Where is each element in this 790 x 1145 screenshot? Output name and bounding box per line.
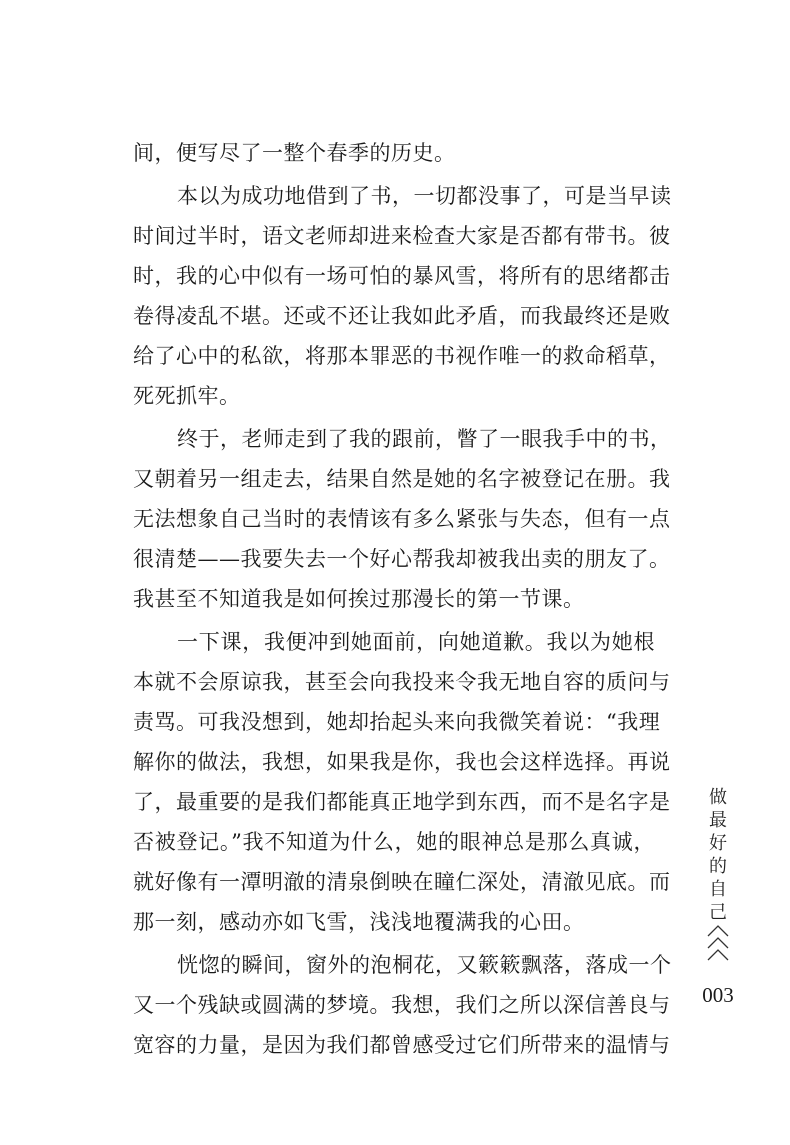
text-line: 死死抓牢。 <box>133 384 241 408</box>
text-line: 时，我的心中似有一场可怕的暴风雪，将所有的思绪都击 <box>133 264 671 288</box>
text-line: 就好像有一潭明澈的清泉倒映在瞳仁深处，清澈见底。而 <box>133 870 671 894</box>
running-title-char: 好 <box>709 833 727 854</box>
text-line: 解你的做法，我想，如果我是你，我也会这样选择。再说 <box>133 750 671 774</box>
text-line: 又一个残缺或圆满的梦境。我想，我们之所以深信善良与 <box>133 993 671 1017</box>
text-line: 卷得凌乱不堪。还或不还让我如此矛盾，而我最终还是败 <box>133 304 671 328</box>
text-line: 我甚至不知道我是如何挨过那漫长的第一节课。 <box>133 587 585 611</box>
text-line: 终于，老师走到了我的跟前，瞥了一眼我手中的书， <box>177 427 672 451</box>
page-number: 003 <box>702 983 734 1007</box>
paragraph <box>133 622 671 942</box>
text-line: 宽容的力量，是因为我们都曾感受过它们所带来的温情与 <box>133 1033 671 1057</box>
text-line: 那一刻，感动亦如飞雪，浅浅地覆满我的心田。 <box>133 910 585 934</box>
text-line: 否被登记。”我不知道为什么，她的眼神总是那么真诚， <box>133 830 655 854</box>
text-line: 恍惚的瞬间，窗外的泡桐花，又簌簌飘落，落成一个 <box>177 953 672 977</box>
text-line: 给了心中的私欲，将那本罪恶的书视作唯一的救命稻草， <box>133 344 671 368</box>
running-title <box>703 786 733 924</box>
text-line: 间，便写尽了一整个春季的历史。 <box>133 141 456 165</box>
text-line: 又朝着另一组走去，结果自然是她的名字被登记在册。我 <box>133 467 671 491</box>
running-title-char: 的 <box>709 856 727 877</box>
text-line: 本就不会原谅我，甚至会向我投来令我无地自容的质问与 <box>133 670 671 694</box>
paragraph <box>133 176 672 416</box>
paragraph <box>133 419 672 619</box>
text-line: 时间过半时，语文老师却进来检查大家是否都有带书。彼 <box>133 224 671 248</box>
triple-chevron-up-icon <box>705 922 731 966</box>
paragraph <box>133 945 672 1065</box>
text-line: 本以为成功地借到了书，一切都没事了，可是当早读 <box>177 184 672 208</box>
text-line: 一下课，我便冲到她面前，向她道歉。我以为她根 <box>177 630 655 654</box>
running-title-char: 自 <box>709 879 727 900</box>
body-text <box>133 133 672 1065</box>
paragraph <box>133 133 655 173</box>
text-line: 很清楚——我要失去一个好心帮我却被我出卖的朋友了。 <box>133 547 671 571</box>
running-title-char: 最 <box>709 810 727 831</box>
running-title-char: 做 <box>709 787 727 808</box>
running-title-char: 己 <box>709 902 727 923</box>
text-line: 责骂。可我没想到，她却抬起头来向我微笑着说：“我理 <box>133 710 661 734</box>
text-line: 了，最重要的是我们都能真正地学到东西，而不是名字是 <box>133 790 671 814</box>
text-line: 无法想象自己当时的表情该有多么紧张与失态，但有一点 <box>133 507 671 531</box>
